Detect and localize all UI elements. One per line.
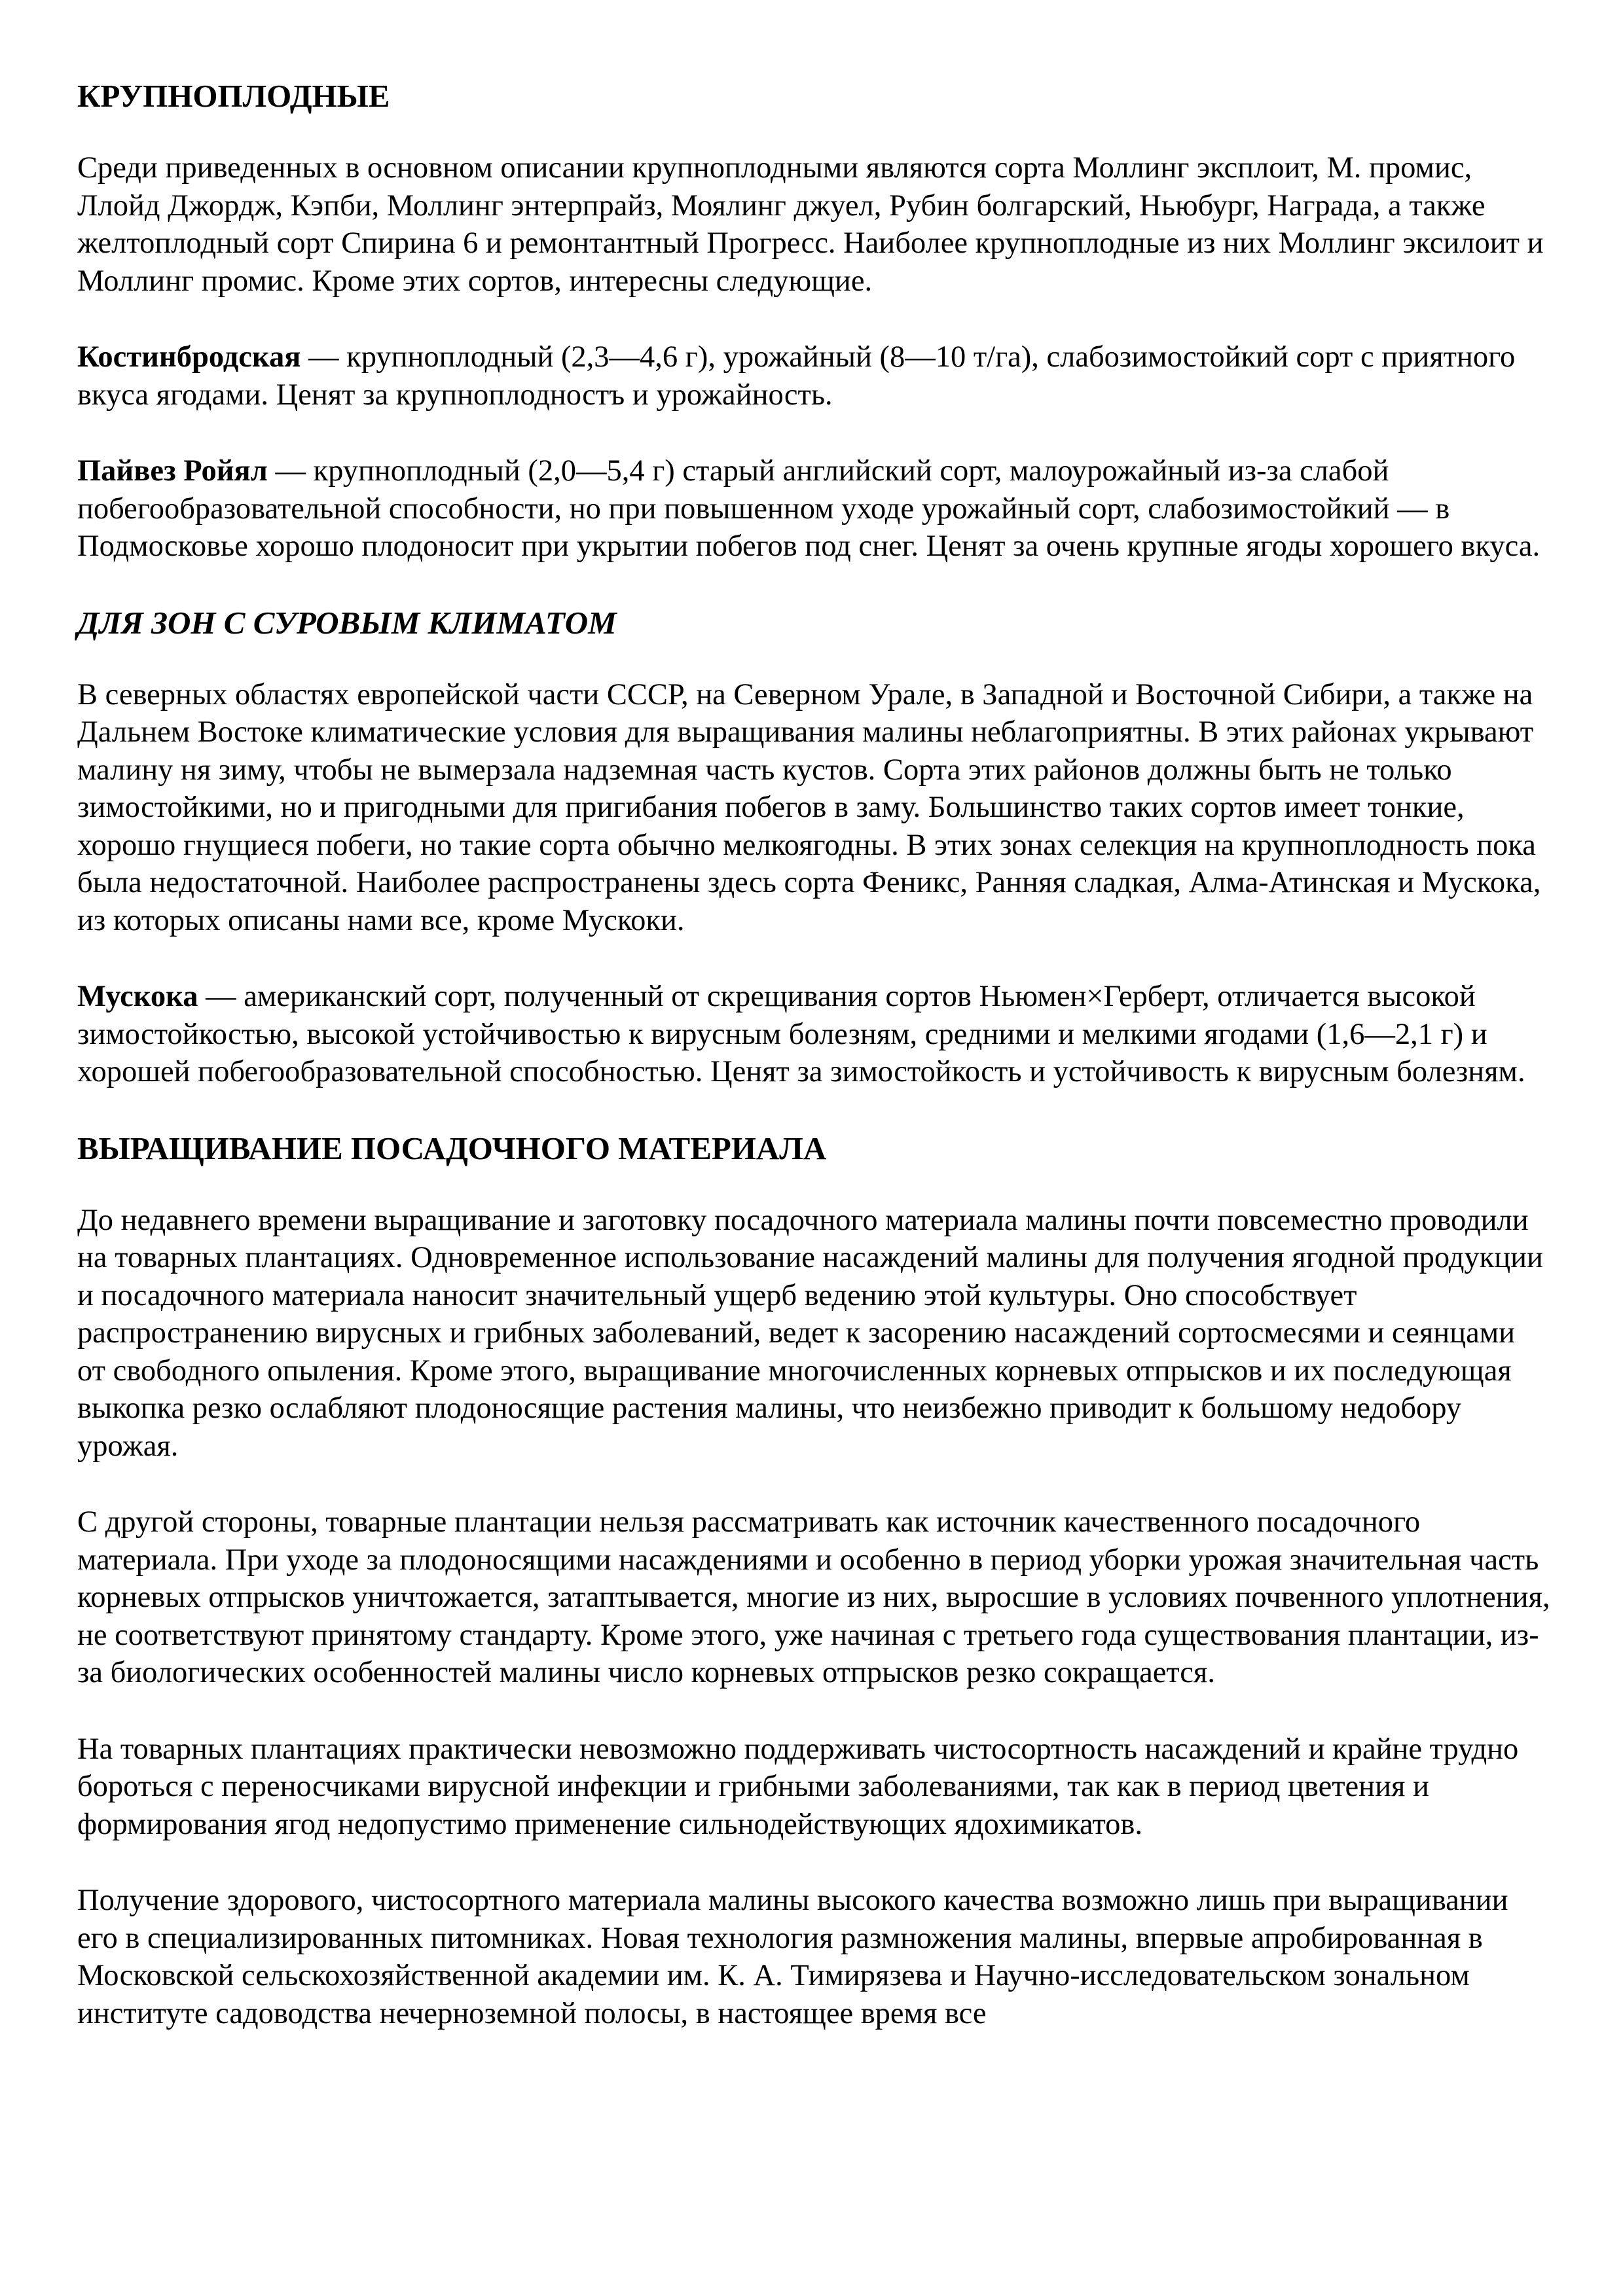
paragraph-text: — американский сорт, полученный от скрещивания сортов Ньюмен×Герберт, отличается высокой зимостойкостью, высокой устойчивостью к вирусным болезням, средними и мелкими ягодами (1,6—2,1 г) и хорошей побегообразовательной способностью. Ценят за зимостойкость и устойчивость к вирусным болезням. [77, 980, 1525, 1088]
paragraph-large-fruited-intro [77, 149, 1550, 300]
paragraph-muskoka [77, 978, 1550, 1091]
paragraph-text: С другой стороны, товарные плантации нельзя рассматривать как источник качественного посадочного материала. При уходе за плодоносящими насаждениями и особенно в период уборки урожая значительная часть корневых отпрысков уничтожается, затаптывается, многие из них, выросшие в условиях почвенного уплотнения, не соответствуют принятому стандарту. Кроме этого, уже начиная с третьего года существования плантации, из-за биологических особенностей малины число корневых отпрысков резко сокращается. [77, 1505, 1550, 1689]
paragraph-text: В северных областях европейской части СССР, на Северном Урале, в Западной и Восточной Сибири, а также на Дальнем Востоке климатические условия для выращивания малины неблагоприятны. В этих районах укрывают малину ня зиму, чтобы не вымерзала надземная часть кустов. Сорта этих районов должны быть не только зимостойкими, но и пригодными для пригибания побегов в заму. Большинство таких сортов имеет тонкие, хорошо гнущиеся побеги, но такие сорта обычно мелкоягодны. В этих зонах селекция на крупноплодность пока была недостаточной. Наиболее распространены здесь сорта Феникс, Ранняя сладкая, Алма-Атинская и Мускока, из которых описаны нами все, кроме Мускоки. [77, 677, 1541, 937]
paragraph-text: Среди приведенных в основном описании крупноплодными являются сорта Моллинг эксплоит, М. промис, Ллойд Джордж, Кэпби, Моллинг энтерпрайз, Моялинг джуел, Рубин болгарский, Ньюбург, Награда, а также желтоплодный сорт Спирина 6 и ремонтантный Прогресс. Наиболее крупноплодные из них Моллинг эксилоит и Моллинг промис. Кроме этих сортов, интересны следующие. [77, 151, 1544, 298]
paragraph-planting-1 [77, 1202, 1550, 1465]
variety-name: Мускока [77, 980, 198, 1013]
section-heading-harsh-climate: ДЛЯ ЗОН С СУРОВЫМ КЛИМАТОМ [77, 604, 617, 641]
paragraph-planting-4 [77, 1882, 1550, 2032]
variety-name: Пайвез Ройял [77, 454, 268, 488]
paragraph-harsh-climate-intro [77, 676, 1550, 940]
variety-name: Костинбродская [77, 340, 301, 374]
text-block [77, 77, 1550, 2032]
paragraph-text: Получение здорового, чистосортного материала малины высокого качества возможно лишь при выращивании его в специализированных питомниках. Новая технология размножения малины, впервые апробированная в Московской сельскохозяйственной академии им. К. А. Тимирязева и Научно-исследовательском зональном институте садоводства нечерноземной полосы, в настоящее время все [77, 1884, 1508, 2030]
paragraph-text: До недавнего времени выращивание и заготовку посадочного материала малины почти повсеместно проводили на товарных плантациях. Одновременное использование насаждений малины для получения ягодной продукции и посадочного материала наносит значительный ущерб ведению этой культуры. Оно способствует распространению вирусных и грибных заболеваний, ведет к засорению насаждений сортосмесями и сеянцами от свободного опыления. Кроме этого, выращивание многочисленных корневых отпрысков и их последующая выкопка резко ослабляют плодоносящие растения малины, что неизбежно приводит к большому недобору урожая. [77, 1203, 1543, 1463]
section-heading-large-fruited: КРУПНОПЛОДНЫЕ [77, 78, 390, 114]
paragraph-text: На товарных плантациях практически невозможно поддерживать чистосортность насаждений и крайне трудно бороться с переносчиками вирусной инфекции и грибными заболеваниями, так как в период цветения и формирования ягод недопустимо применение сильнодействующих ядохимикатов. [77, 1732, 1519, 1841]
section-heading-planting-material: ВЫРАЩИВАНИЕ ПОСАДОЧНОГО МАТЕРИАЛА [77, 1130, 827, 1166]
paragraph-kostinbrodskaya [77, 338, 1550, 414]
paragraph-text: — крупноплодный (2,0—5,4 г) старый английский сорт, малоурожайный из-за слабой побегообразовательной способности, но при повышенном уходе урожайный сорт, слабозимостойкий — в Подмосковье хорошо плодоносит при укрытии побегов под снег. Ценят за очень крупные ягоды хорошего вкуса. [77, 454, 1541, 563]
paragraph-text: — крупноплодный (2,3—4,6 г), урожайный (8—10 т/га), слабозимостойкий сорт с приятного вкуса ягодами. Ценят за крупноплодностъ и урожайность. [77, 340, 1516, 412]
paragraph-payvez-royal [77, 452, 1550, 565]
paragraph-planting-2 [77, 1503, 1550, 1692]
paragraph-planting-3 [77, 1731, 1550, 1844]
